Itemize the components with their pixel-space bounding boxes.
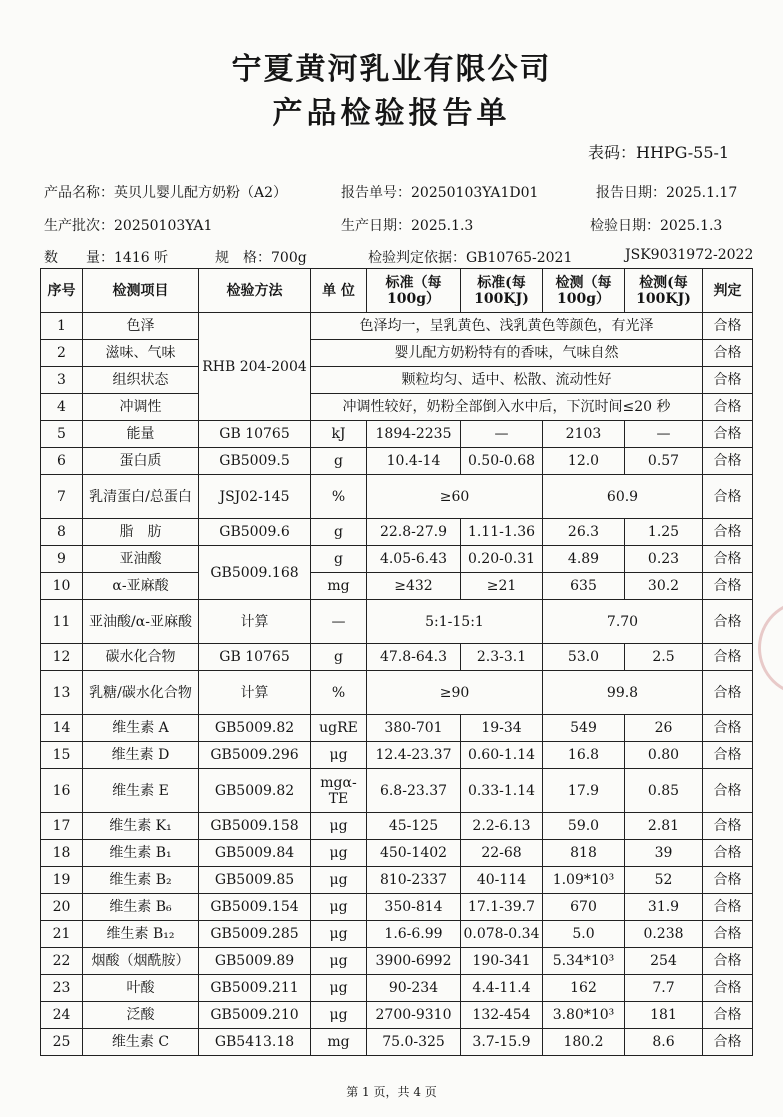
cell-det-100g: 818 xyxy=(543,840,625,867)
cell-std-100g: 3900-6992 xyxy=(367,948,461,975)
cell-det-100g: 4.89 xyxy=(543,546,625,573)
cell-unit: ugRE xyxy=(311,715,367,742)
header-cell: 检测（每100g） xyxy=(543,269,625,313)
cell-verdict: 合格 xyxy=(703,313,753,340)
form-code: 表码：HHPG-55-1 xyxy=(588,143,730,162)
vitamin-rows xyxy=(41,715,753,1056)
production-date: 生产日期：2025.1.3 xyxy=(341,218,474,234)
cell-det-100g: 16.8 xyxy=(543,742,625,769)
cell-unit: g xyxy=(311,519,367,546)
cell-no: 5 xyxy=(41,421,83,448)
cell-std-100kj: 0.20-0.31 xyxy=(461,546,543,573)
cell-no: 6 xyxy=(41,448,83,475)
cell-method: GB5009.168 xyxy=(199,546,311,600)
cell-desc: 颗粒均匀、适中、松散、流动性好 xyxy=(311,367,703,394)
table-row xyxy=(41,367,753,394)
table-row xyxy=(41,519,753,546)
cell-item: 叶酸 xyxy=(83,975,199,1002)
cell-det-100kj: 2.81 xyxy=(625,813,703,840)
cell-det-100kj: 0.57 xyxy=(625,448,703,475)
cell-no: 19 xyxy=(41,867,83,894)
report-title: 产品检验报告单 xyxy=(272,96,511,131)
table-row xyxy=(41,742,753,769)
report-date: 报告日期：2025.1.17 xyxy=(596,185,738,201)
cell-std-100g: 10.4-14 xyxy=(367,448,461,475)
cell-std-100g: 47.8-64.3 xyxy=(367,644,461,671)
company-name: 宁夏黄河乳业有限公司 xyxy=(231,52,552,87)
cell-std-100kj: — xyxy=(461,421,543,448)
cell-unit: g xyxy=(311,546,367,573)
cell-no: 1 xyxy=(41,313,83,340)
cell-det-100kj: 52 xyxy=(625,867,703,894)
inspection-table xyxy=(40,268,753,1056)
cell-verdict: 合格 xyxy=(703,600,753,644)
cell-method: GB5009.84 xyxy=(199,840,311,867)
cell-std: ≥60 xyxy=(367,475,543,519)
cell-det: 7.70 xyxy=(543,600,703,644)
cell-det-100kj: 0.80 xyxy=(625,742,703,769)
cell-std-100g: 75.0-325 xyxy=(367,1029,461,1056)
cell-det-100g: 1.09*10³ xyxy=(543,867,625,894)
cell-std-100kj: 22-68 xyxy=(461,840,543,867)
cell-std-100g: 1894-2235 xyxy=(367,421,461,448)
table-row xyxy=(41,313,753,340)
cell-std-100g: 380-701 xyxy=(367,715,461,742)
cell-item: 维生素 B₂ xyxy=(83,867,199,894)
table-row xyxy=(41,975,753,1002)
cell-item: 维生素 B₆ xyxy=(83,894,199,921)
cell-no: 7 xyxy=(41,475,83,519)
cell-method: GB5009.82 xyxy=(199,715,311,742)
cell-std-100kj: 0.33-1.14 xyxy=(461,769,543,813)
cell-item: 蛋白质 xyxy=(83,448,199,475)
cell-det-100kj: 39 xyxy=(625,840,703,867)
cell-unit: % xyxy=(311,671,367,715)
cell-std-100g: 4.05-6.43 xyxy=(367,546,461,573)
cell-unit: kJ xyxy=(311,421,367,448)
cell-method: RHB 204-2004 xyxy=(199,313,311,421)
cell-std-100kj: 2.3-3.1 xyxy=(461,644,543,671)
cell-unit: μg xyxy=(311,867,367,894)
cell-std-100kj: 0.50-0.68 xyxy=(461,448,543,475)
cell-unit: μg xyxy=(311,1002,367,1029)
cell-verdict: 合格 xyxy=(703,519,753,546)
cell-det: 60.9 xyxy=(543,475,703,519)
cell-std-100g: 450-1402 xyxy=(367,840,461,867)
cell-item: 滋味、气味 xyxy=(83,340,199,367)
cell-item: 乳清蛋白/总蛋白 xyxy=(83,475,199,519)
cell-no: 9 xyxy=(41,546,83,573)
table-row xyxy=(41,948,753,975)
cell-item: 维生素 E xyxy=(83,769,199,813)
cell-unit: μg xyxy=(311,975,367,1002)
cell-method: GB5009.89 xyxy=(199,948,311,975)
header-cell: 序号 xyxy=(41,269,83,313)
cell-method: GB5009.296 xyxy=(199,742,311,769)
cell-verdict: 合格 xyxy=(703,421,753,448)
cell-no: 16 xyxy=(41,769,83,813)
cell-det-100g: 59.0 xyxy=(543,813,625,840)
table-row xyxy=(41,475,753,519)
cell-verdict: 合格 xyxy=(703,921,753,948)
cell-no: 24 xyxy=(41,1002,83,1029)
cell-unit: mg xyxy=(311,1029,367,1056)
table-header xyxy=(41,269,753,313)
cell-verdict: 合格 xyxy=(703,546,753,573)
cell-verdict: 合格 xyxy=(703,573,753,600)
header-cell: 检测项目 xyxy=(83,269,199,313)
cell-std-100kj: 40-114 xyxy=(461,867,543,894)
cell-verdict: 合格 xyxy=(703,715,753,742)
inspection-seal xyxy=(758,600,783,696)
cell-verdict: 合格 xyxy=(703,644,753,671)
cell-method: GB5413.18 xyxy=(199,1029,311,1056)
cell-std-100g: 6.8-23.37 xyxy=(367,769,461,813)
product-name: 产品名称：英贝儿婴儿配方奶粉（A2） xyxy=(44,185,288,201)
judgement-basis-2: JSK9031972-2022 xyxy=(625,247,754,263)
cell-item: 冲调性 xyxy=(83,394,199,421)
cell-verdict: 合格 xyxy=(703,394,753,421)
cell-item: 烟酸（烟酰胺） xyxy=(83,948,199,975)
cell-item: 亚油酸 xyxy=(83,546,199,573)
cell-unit: g xyxy=(311,644,367,671)
cell-std-100kj: 0.60-1.14 xyxy=(461,742,543,769)
cell-method: GB5009.154 xyxy=(199,894,311,921)
cell-no: 4 xyxy=(41,394,83,421)
cell-no: 12 xyxy=(41,644,83,671)
cell-std-100kj: 132-454 xyxy=(461,1002,543,1029)
cell-verdict: 合格 xyxy=(703,367,753,394)
cell-method: GB 10765 xyxy=(199,421,311,448)
cell-det-100g: 12.0 xyxy=(543,448,625,475)
cell-det-100kj: 30.2 xyxy=(625,573,703,600)
cell-method: GB5009.210 xyxy=(199,1002,311,1029)
cell-item: 色泽 xyxy=(83,313,199,340)
table-row xyxy=(41,600,753,644)
cell-det-100kj: — xyxy=(625,421,703,448)
cell-method: GB5009.285 xyxy=(199,921,311,948)
table-row xyxy=(41,573,753,600)
cell-no: 18 xyxy=(41,840,83,867)
cell-no: 3 xyxy=(41,367,83,394)
cell-method: GB5009.5 xyxy=(199,448,311,475)
cell-std-100kj: 0.078-0.34 xyxy=(461,921,543,948)
header-cell: 单 位 xyxy=(311,269,367,313)
cell-std-100g: 810-2337 xyxy=(367,867,461,894)
cell-desc: 色泽均一，呈乳黄色、浅乳黄色等颜色，有光泽 xyxy=(311,313,703,340)
cell-unit: μg xyxy=(311,948,367,975)
cell-det-100kj: 181 xyxy=(625,1002,703,1029)
cell-no: 15 xyxy=(41,742,83,769)
cell-item: 亚油酸/α-亚麻酸 xyxy=(83,600,199,644)
cell-std-100g: 2700-9310 xyxy=(367,1002,461,1029)
cell-item: 脂 肪 xyxy=(83,519,199,546)
cell-verdict: 合格 xyxy=(703,1029,753,1056)
cell-unit: μg xyxy=(311,894,367,921)
cell-std-100kj: 2.2-6.13 xyxy=(461,813,543,840)
cell-det-100g: 3.80*10³ xyxy=(543,1002,625,1029)
cell-det-100kj: 7.7 xyxy=(625,975,703,1002)
cell-method: GB5009.6 xyxy=(199,519,311,546)
header-cell: 标准(每100KJ) xyxy=(461,269,543,313)
table-row xyxy=(41,340,753,367)
cell-method: GB5009.211 xyxy=(199,975,311,1002)
cell-det-100kj: 254 xyxy=(625,948,703,975)
cell-unit: mgα-TE xyxy=(311,769,367,813)
table-row xyxy=(41,921,753,948)
cell-det-100g: 162 xyxy=(543,975,625,1002)
cell-method: 计算 xyxy=(199,600,311,644)
production-batch: 生产批次：20250103YA1 xyxy=(44,218,213,234)
table-row xyxy=(41,813,753,840)
cell-std: ≥90 xyxy=(367,671,543,715)
cell-item: 维生素 A xyxy=(83,715,199,742)
cell-unit: μg xyxy=(311,742,367,769)
page-footer: 第 1 页，共 4 页 xyxy=(346,1085,437,1099)
cell-no: 11 xyxy=(41,600,83,644)
cell-no: 25 xyxy=(41,1029,83,1056)
cell-std-100g: ≥432 xyxy=(367,573,461,600)
table-row xyxy=(41,394,753,421)
specification: 规 格：700g xyxy=(215,250,307,266)
cell-det-100g: 17.9 xyxy=(543,769,625,813)
cell-no: 23 xyxy=(41,975,83,1002)
cell-det-100kj: 0.238 xyxy=(625,921,703,948)
cell-item: 能量 xyxy=(83,421,199,448)
cell-item: 乳糖/碳水化合物 xyxy=(83,671,199,715)
cell-std-100g: 1.6-6.99 xyxy=(367,921,461,948)
cell-verdict: 合格 xyxy=(703,671,753,715)
cell-verdict: 合格 xyxy=(703,975,753,1002)
cell-item: 维生素 D xyxy=(83,742,199,769)
cell-det-100g: 670 xyxy=(543,894,625,921)
cell-verdict: 合格 xyxy=(703,867,753,894)
cell-det-100kj: 2.5 xyxy=(625,644,703,671)
cell-verdict: 合格 xyxy=(703,1002,753,1029)
quantity: 数 量：1416 听 xyxy=(44,250,169,266)
table-row xyxy=(41,1029,753,1056)
cell-det-100kj: 0.85 xyxy=(625,769,703,813)
cell-verdict: 合格 xyxy=(703,475,753,519)
cell-no: 2 xyxy=(41,340,83,367)
cell-verdict: 合格 xyxy=(703,894,753,921)
header-cell: 检验方法 xyxy=(199,269,311,313)
table-row xyxy=(41,840,753,867)
cell-verdict: 合格 xyxy=(703,840,753,867)
inspection-date: 检验日期：2025.1.3 xyxy=(590,218,723,234)
cell-std: 5:1-15:1 xyxy=(367,600,543,644)
cell-det-100g: 549 xyxy=(543,715,625,742)
cell-method: GB 10765 xyxy=(199,644,311,671)
cell-item: 维生素 K₁ xyxy=(83,813,199,840)
cell-det-100g: 26.3 xyxy=(543,519,625,546)
table-row xyxy=(41,1002,753,1029)
cell-det-100g: 5.0 xyxy=(543,921,625,948)
cell-det-100g: 635 xyxy=(543,573,625,600)
judgement-basis: 检验判定依据：GB10765-2021 xyxy=(368,250,573,266)
cell-unit: % xyxy=(311,475,367,519)
cell-det-100kj: 8.6 xyxy=(625,1029,703,1056)
cell-desc: 冲调性较好，奶粉全部倒入水中后，下沉时间≤20 秒 xyxy=(311,394,703,421)
cell-det: 99.8 xyxy=(543,671,703,715)
cell-std-100kj: 4.4-11.4 xyxy=(461,975,543,1002)
header-cell: 判定 xyxy=(703,269,753,313)
cell-std-100g: 350-814 xyxy=(367,894,461,921)
cell-no: 8 xyxy=(41,519,83,546)
cell-no: 14 xyxy=(41,715,83,742)
cell-unit: — xyxy=(311,600,367,644)
cell-no: 17 xyxy=(41,813,83,840)
cell-det-100kj: 31.9 xyxy=(625,894,703,921)
cell-std-100kj: 190-341 xyxy=(461,948,543,975)
cell-det-100g: 2103 xyxy=(543,421,625,448)
cell-item: 维生素 B₁₂ xyxy=(83,921,199,948)
cell-method: 计算 xyxy=(199,671,311,715)
cell-std-100kj: ≥21 xyxy=(461,573,543,600)
cell-verdict: 合格 xyxy=(703,340,753,367)
table-row xyxy=(41,448,753,475)
cell-no: 22 xyxy=(41,948,83,975)
cell-method: GB5009.82 xyxy=(199,769,311,813)
cell-det-100g: 53.0 xyxy=(543,644,625,671)
cell-method: JSJ02-145 xyxy=(199,475,311,519)
cell-std-100g: 22.8-27.9 xyxy=(367,519,461,546)
cell-verdict: 合格 xyxy=(703,813,753,840)
cell-det-100kj: 0.23 xyxy=(625,546,703,573)
cell-det-100kj: 26 xyxy=(625,715,703,742)
header-cell: 标准（每100g） xyxy=(367,269,461,313)
table-row xyxy=(41,715,753,742)
cell-method: GB5009.158 xyxy=(199,813,311,840)
cell-verdict: 合格 xyxy=(703,769,753,813)
cell-verdict: 合格 xyxy=(703,948,753,975)
cell-unit: mg xyxy=(311,573,367,600)
cell-std-100kj: 19-34 xyxy=(461,715,543,742)
cell-no: 13 xyxy=(41,671,83,715)
cell-std-100g: 90-234 xyxy=(367,975,461,1002)
cell-item: 泛酸 xyxy=(83,1002,199,1029)
cell-verdict: 合格 xyxy=(703,742,753,769)
table-row xyxy=(41,671,753,715)
cell-std-100kj: 17.1-39.7 xyxy=(461,894,543,921)
cell-unit: μg xyxy=(311,813,367,840)
cell-std-100kj: 3.7-15.9 xyxy=(461,1029,543,1056)
cell-std-100kj: 1.11-1.36 xyxy=(461,519,543,546)
report-number: 报告单号：20250103YA1D01 xyxy=(341,185,539,201)
cell-item: 维生素 B₁ xyxy=(83,840,199,867)
cell-verdict: 合格 xyxy=(703,448,753,475)
cell-unit: μg xyxy=(311,921,367,948)
table-row xyxy=(41,769,753,813)
cell-unit: μg xyxy=(311,840,367,867)
table-row xyxy=(41,894,753,921)
header-cell: 检测(每100KJ) xyxy=(625,269,703,313)
cell-item: α-亚麻酸 xyxy=(83,573,199,600)
cell-det-100g: 5.34*10³ xyxy=(543,948,625,975)
cell-unit: g xyxy=(311,448,367,475)
cell-item: 维生素 C xyxy=(83,1029,199,1056)
table-row xyxy=(41,546,753,573)
cell-det-100g: 180.2 xyxy=(543,1029,625,1056)
table-row xyxy=(41,644,753,671)
cell-item: 碳水化合物 xyxy=(83,644,199,671)
table-row xyxy=(41,421,753,448)
cell-no: 10 xyxy=(41,573,83,600)
cell-det-100kj: 1.25 xyxy=(625,519,703,546)
cell-no: 20 xyxy=(41,894,83,921)
table-row xyxy=(41,867,753,894)
cell-desc: 婴儿配方奶粉特有的香味，气味自然 xyxy=(311,340,703,367)
cell-no: 21 xyxy=(41,921,83,948)
cell-item: 组织状态 xyxy=(83,367,199,394)
cell-std-100g: 45-125 xyxy=(367,813,461,840)
cell-std-100g: 12.4-23.37 xyxy=(367,742,461,769)
cell-method: GB5009.85 xyxy=(199,867,311,894)
